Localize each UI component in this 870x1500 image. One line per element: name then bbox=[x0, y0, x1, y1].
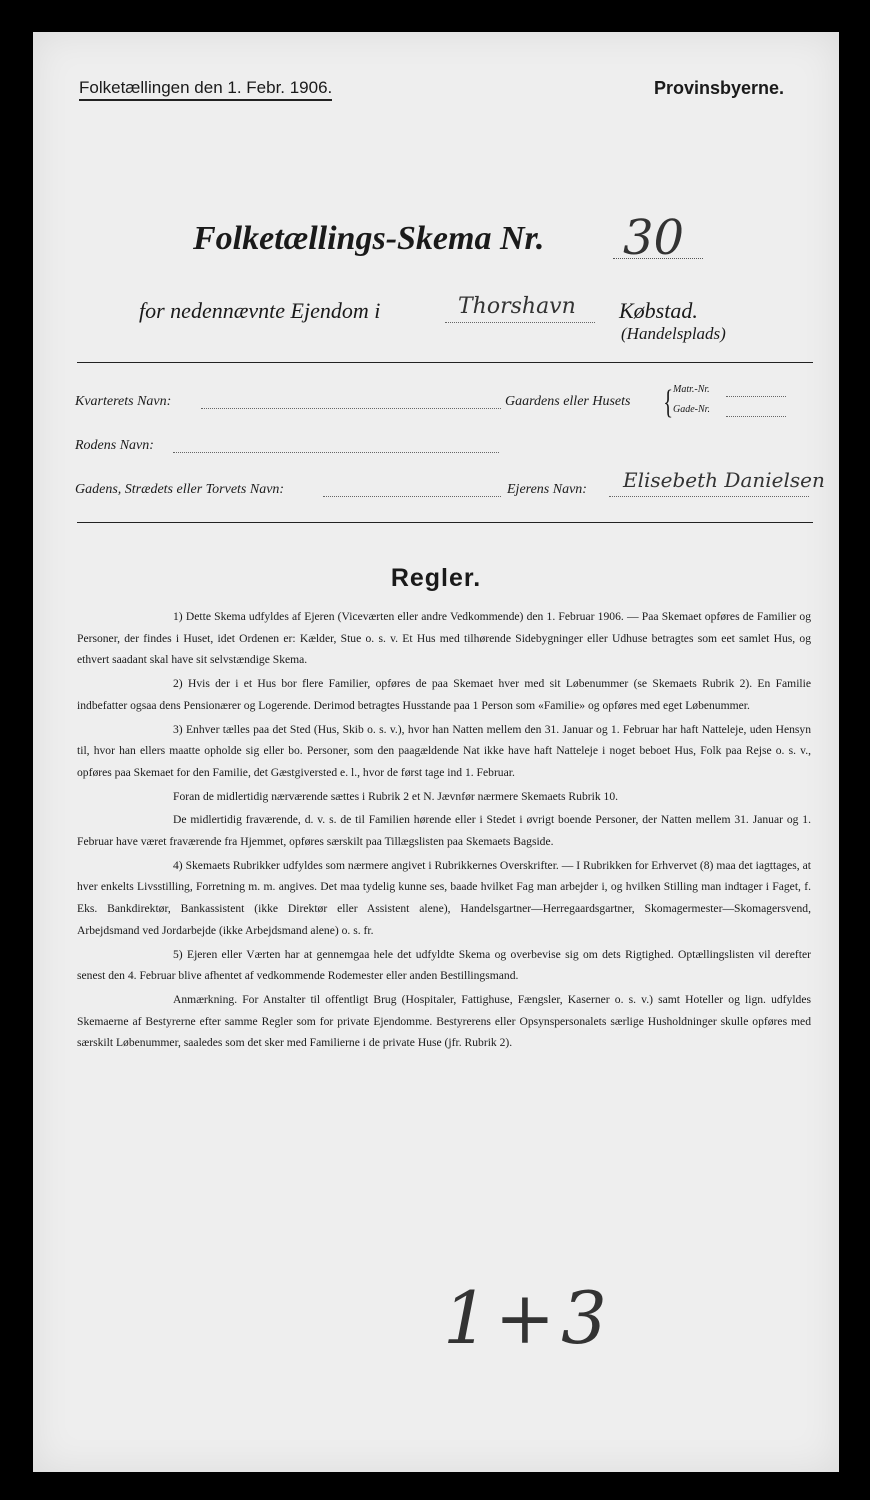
kvarter-line bbox=[201, 408, 501, 409]
rule-paragraph: 2) Hvis der i et Hus bor flere Familier, opføres de paa Skemaet hver med sit Løbenummer (se Skemaets Rubrik 2). En Familie indbefatter ogsaa dens Pensionærer og Logerende. Derimod betragtes Husstande paa 1 Person som «Familie» og opføres med eget Løbenummer. bbox=[77, 677, 811, 712]
handwritten-count: 1+3 bbox=[443, 1276, 613, 1360]
rule-paragraph: 3) Enhver tælles paa det Sted (Hus, Skib o. s. v.), hvor han Natten mellem den 31. Januar og 1. Februar har haft Natteleje, uden Hensyn til, hvor han ellers maatte opholde sig eller bo. Personer, som den paagældende Nat ikke have haft Natteleje i noget beboet Hus, Folk paa Rejse o. s. v., opføres paa Skemaet for den Familie, det Gæstgiversted e. l., hvor de først tage ind 1. Februar. bbox=[77, 722, 811, 779]
census-form-sheet bbox=[33, 32, 839, 1472]
rule-paragraph: 5) Ejeren eller Værten har at gennemgaa hele det udfyldte Skema og overbevise sig om dets Rigtighed. Optællingslisten vil derefter senest den 4. Februar blive afhentet af vedkommende Rodemester eller anden Bestillingsmand. bbox=[77, 947, 811, 983]
province-header: Provinsbyerne. bbox=[653, 78, 784, 98]
gade-nr-label: Gade-Nr. bbox=[673, 404, 710, 415]
census-date-header: Folketællingen den 1. Febr. 1906. bbox=[79, 78, 332, 101]
gade-nr-line bbox=[726, 416, 786, 417]
divider-top bbox=[77, 362, 813, 363]
town-line bbox=[445, 322, 595, 323]
owner-name: Elisebeth Danielsen bbox=[623, 468, 825, 492]
gade-line bbox=[323, 496, 501, 497]
form-number: 30 bbox=[623, 210, 685, 266]
rule-paragraph: De midlertidig fraværende, d. v. s. de til Familien hørende eller i Stedet i øvrigt boende Personer, der Natten mellem 31. Januar og 1. Februar have været fraværende fra Hjemmet, opføres særskilt paa Tillægslisten paa Skemaets Bagside. bbox=[77, 813, 811, 849]
matr-line bbox=[726, 396, 786, 397]
divider-bottom bbox=[77, 522, 813, 523]
gade-label: Gadens, Strædets eller Torvets Navn: bbox=[75, 482, 285, 497]
gaard-label: Gaardens eller Husets bbox=[505, 394, 631, 409]
rules-heading: Regler. bbox=[390, 564, 482, 592]
rule-paragraph: Foran de midlertidig nærværende sættes i Rubrik 2 et N. Jævnfør nærmere Skemaets Rubrik 10. bbox=[173, 789, 619, 803]
rule-paragraph: 4) Skemaets Rubrikker udfyldes som nærmere angivet i Rubrikkernes Overskrifter. — I Rubrikken for Erhvervet (8) maa det iagttages, at hver enkelts Livsstilling, Forretning m. m. angives. Det maa tydelig kunne ses, baade hvilket Fag man arbejder i, og hvilken Stilling man indtager i Faget, f. Eks. Bankdirektør, Bankassistent (ikke Direktør eller Assistent alene), Handelsgartner—Herregaardsgartner, Skomagermester—Skomagersvend, Arbejdsmand ved Jordarbejde (ikke Arbejdsmand alene) o. s. fr. bbox=[77, 858, 811, 937]
matr-label: Matr.-Nr. bbox=[673, 384, 710, 395]
form-subtitle: for nedennævnte Ejendom i bbox=[139, 298, 381, 323]
rode-line bbox=[173, 452, 499, 453]
ejer-label: Ejerens Navn: bbox=[507, 482, 587, 497]
form-number-line bbox=[613, 258, 703, 259]
kobstad-label: Købstad. bbox=[619, 298, 698, 323]
rule-paragraph: 1) Dette Skema udfyldes af Ejeren (Viceværten eller andre Vedkommende) den 1. Februar 1906. — Paa Skemaet opføres de Familier og Personer, der findes i Huset, idet Ordenen er: Kælder, Stue o. s. v. Et Hus med tilhørende Sidebygninger eller Udhuse betragtes som eet samlet Hus, og ethvert saadant skal have sit selvstændige Skema. bbox=[77, 610, 811, 667]
rode-label: Rodens Navn: bbox=[75, 438, 154, 453]
handelsplads-label: (Handelsplads) bbox=[621, 324, 726, 343]
town-name: Thorshavn bbox=[458, 294, 576, 319]
ejer-line bbox=[609, 496, 809, 497]
kvarter-label: Kvarterets Navn: bbox=[75, 394, 172, 409]
rule-note: Anmærkning. For Anstalter til offentligt Brug (Hospitaler, Fattighuse, Fængsler, Kaserner o. s. v.) samt Hoteller og lign. udfyldes Skemaerne af Bestyrerne efter samme Regler som for private Ejendomme. Bestyrerens eller Opsynspersonalets særlige Husholdninger skulle opføres med særskilt Løbenummer, saaledes som det sker med Familierne i de private Huse (jfr. Rubrik 2). bbox=[77, 992, 811, 1050]
rules-body bbox=[77, 606, 811, 1056]
brace-symbol: { bbox=[663, 384, 674, 421]
form-title: Folketællings-Skema Nr. bbox=[193, 220, 545, 257]
